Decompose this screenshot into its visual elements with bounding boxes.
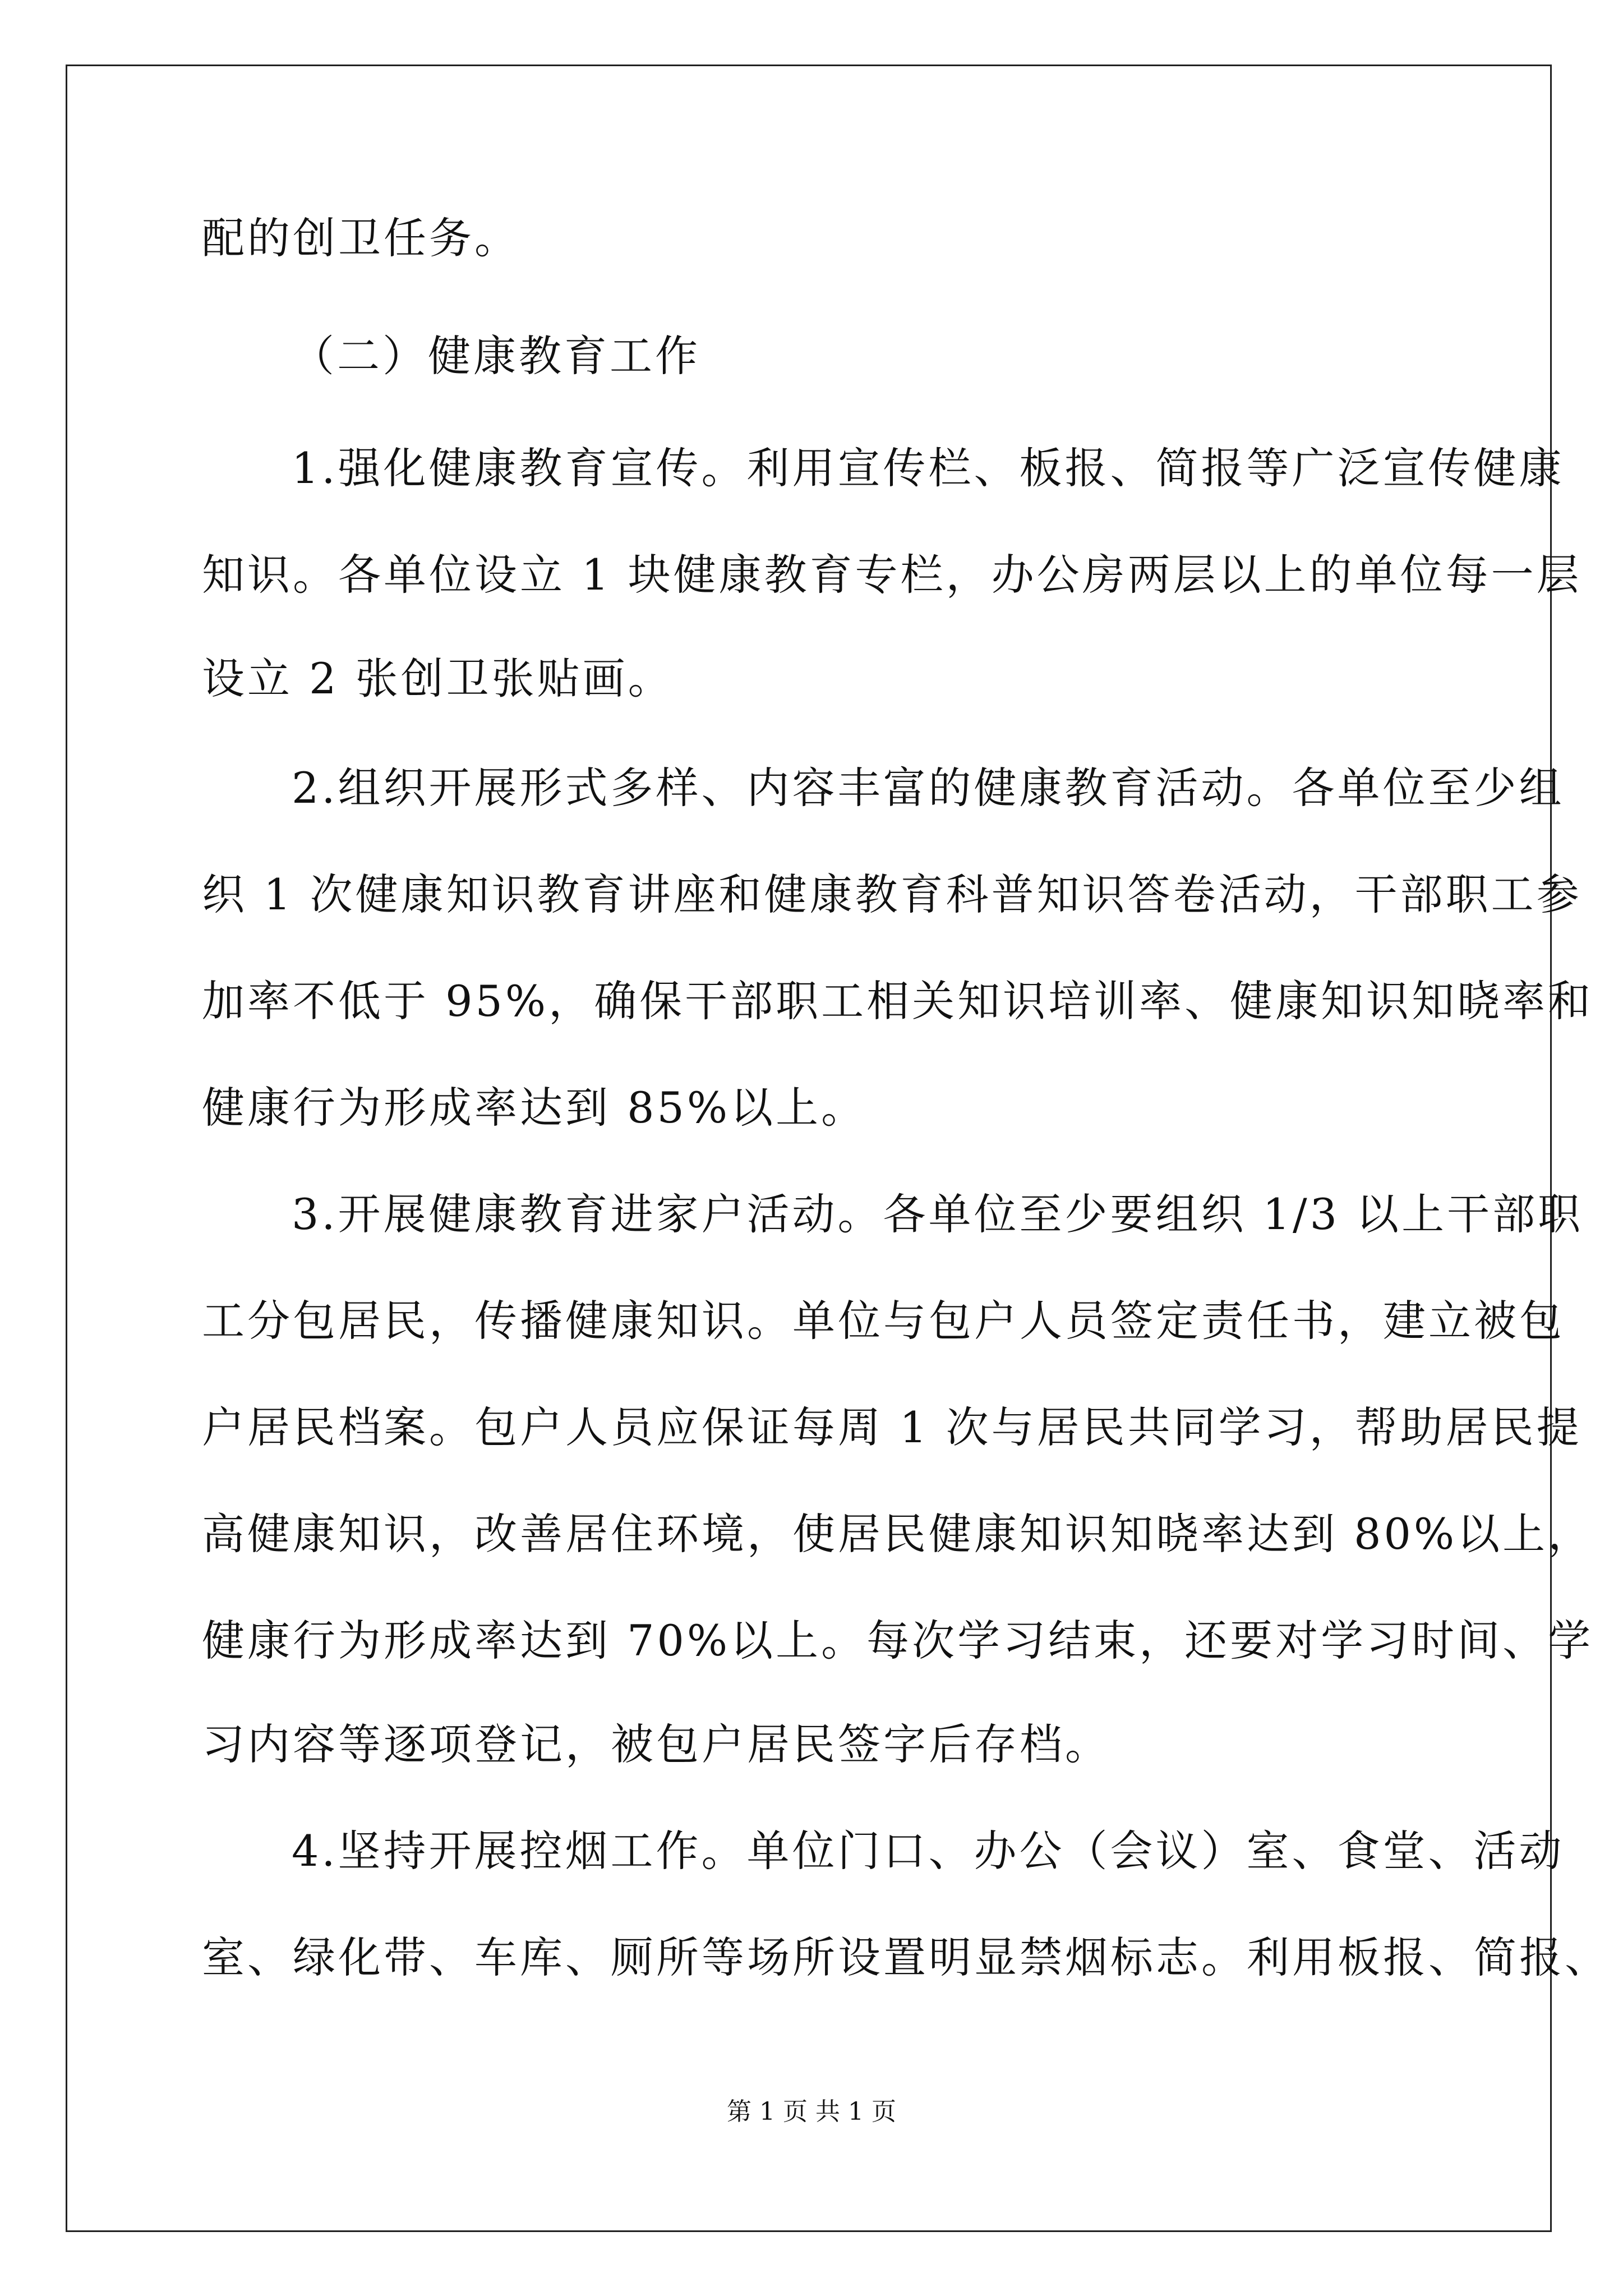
- paragraph-line: 配的创卫任务。: [202, 213, 520, 263]
- paragraph-line: 1.强化健康教育宣传。利用宣传栏、板报、简报等广泛宣传健康: [292, 443, 1565, 493]
- paragraph-line: 健康行为形成率达到 85%以上。: [202, 1083, 867, 1133]
- paragraph-line: 3.开展健康教育进家户活动。各单位至少要组织 1/3 以上干部职: [292, 1189, 1584, 1239]
- paragraph-line: 室、绿化带、车库、厕所等场所设置明显禁烟标志。利用板报、简报、: [202, 1932, 1610, 1982]
- paragraph-line: 4.坚持开展控烟工作。单位门口、办公（会议）室、食堂、活动: [292, 1826, 1565, 1876]
- paragraph-line: 习内容等逐项登记，被包户居民签字后存档。: [202, 1719, 1110, 1769]
- paragraph-line: 工分包居民，传播健康知识。单位与包户人员签定责任书，建立被包: [202, 1296, 1565, 1346]
- paragraph-line: 健康行为形成率达到 70%以上。每次学习结束，还要对学习时间、学: [202, 1616, 1594, 1665]
- page-border: [66, 65, 1552, 2232]
- paragraph-line: 户居民档案。包户人员应保证每周 1 次与居民共同学习，帮助居民提: [202, 1402, 1582, 1452]
- paragraph-line: 2.组织开展形式多样、内容丰富的健康教育活动。各单位至少组: [292, 763, 1565, 813]
- paragraph-line: 知识。各单位设立 1 块健康教育专栏，办公房两层以上的单位每一层: [202, 550, 1582, 600]
- paragraph-line: 加率不低于 95%，确保干部职工相关知识培训率、健康知识知晓率和: [202, 976, 1594, 1026]
- page-footer: 第 1 页 共 1 页: [727, 2097, 896, 2126]
- section-heading: （二）健康教育工作: [292, 331, 700, 381]
- paragraph-line: 织 1 次健康知识教育讲座和健康教育科普知识答卷活动，干部职工参: [202, 869, 1582, 919]
- paragraph-line: 高健康知识，改善居住环境，使居民健康知识知晓率达到 80%以上，: [202, 1509, 1594, 1559]
- paragraph-line: 设立 2 张创卫张贴画。: [202, 654, 674, 703]
